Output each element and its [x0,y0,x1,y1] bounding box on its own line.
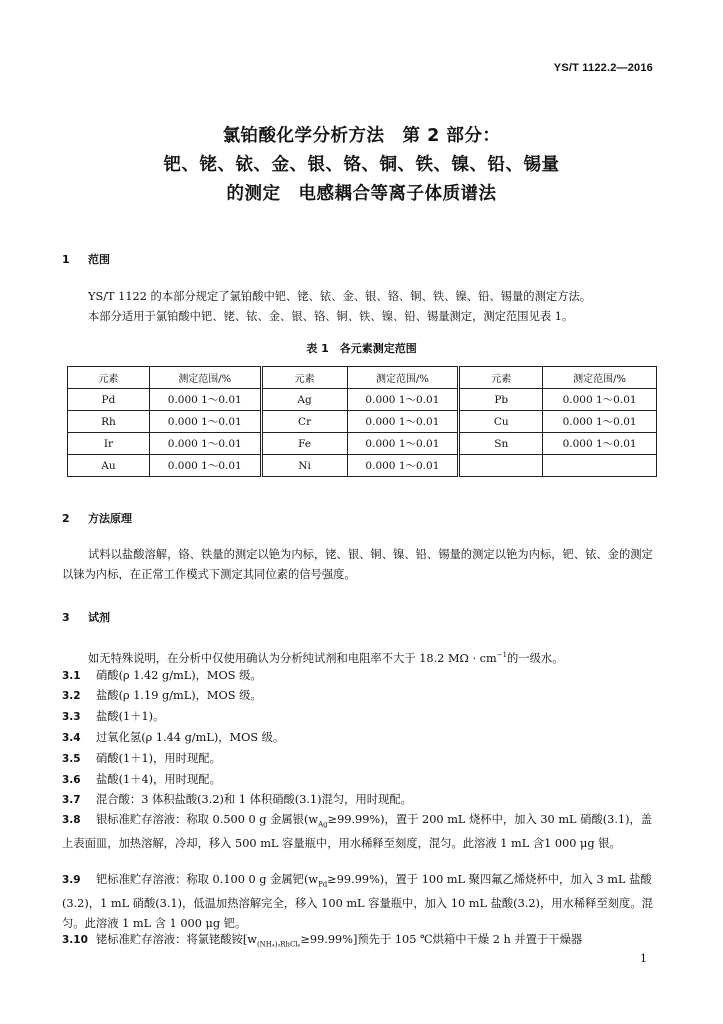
item-text-cont: ≥99.99%)，置于 200 mL 烧杯中，加入 30 mL 硝酸(3.1)，盖上表面皿，加热溶解，冷却，移入 500 mL 容量瓶中，用水稀释至刻度，混匀。此溶液 1 mL 含1 000 μg 银。 [62,813,653,851]
section-title: 试剂 [88,611,110,624]
reagent-item-3-10 [62,930,660,954]
table-cell: Cr [261,411,347,433]
table-cell: 0.000 1～0.01 [149,433,261,455]
table-row [68,389,657,411]
section-number: 2 [62,512,70,525]
table-cell: Ir [68,433,150,455]
table-cell: Ag [261,389,347,411]
subscript: (NH₄)₃RhCl₆ [256,940,301,949]
page-number: 1 [640,952,647,965]
scope-paragraph-2: 本部分适用于氯铂酸中钯、铑、铱、金、银、铬、铜、铁、镍、铅、锡量测定，测定范围见表 1。 [88,310,574,323]
item-number: 3.1 [62,670,81,682]
reagent-item [62,790,660,810]
table-cell: Ni [261,455,347,477]
item-text: 盐酸(1＋1)。 [96,710,165,723]
reagent-intro-tail: 的一级水。 [507,651,564,665]
title-line-2: 钯、铑、铱、金、银、铬、铜、铁、镍、铅、锡量 [163,155,560,175]
section-title: 方法原理 [88,512,132,525]
reagent-item-3-9 [62,870,660,934]
table-cell: Pd [68,389,150,411]
item-number: 3.8 [62,814,81,826]
table-cell: Sn [459,433,543,455]
range-table [67,366,657,477]
header-cell: 测定范围/% [543,367,657,389]
reagent-item [62,707,660,727]
table-cell: Fe [261,433,347,455]
section-2-heading [62,510,132,526]
reagent-item [62,728,660,748]
item-number: 3.5 [62,753,81,765]
header-cell: 测定范围/% [149,367,261,389]
item-number: 3.3 [62,711,81,723]
table-row [68,411,657,433]
table-cell: Cu [459,411,543,433]
section-3-heading [62,609,110,625]
header-cell: 测定范围/% [347,367,459,389]
unit-exponent: −1 [496,651,508,659]
reagent-item-3-8 [62,810,660,854]
item-text: 铑标准贮存溶液：将氯铑酸铵[w [96,933,257,946]
table-cell: 0.000 1～0.01 [543,411,657,433]
reagent-item [62,666,660,686]
item-text: 过氧化氢(ρ 1.44 g/mL)，MOS 级。 [96,731,285,744]
item-text: 硝酸(ρ 1.42 g/mL)，MOS 级。 [96,669,262,682]
table-cell: Pb [459,389,543,411]
item-number: 3.9 [62,874,81,886]
table-cell [459,455,543,477]
title-line-1: 氯铂酸化学分析方法 第 2 部分： [222,126,501,146]
section-title: 范围 [88,253,110,266]
item-number: 3.6 [62,774,81,786]
table-cell: 0.000 1～0.01 [149,411,261,433]
table-header-row [68,367,657,389]
item-number: 3.10 [62,934,88,946]
table-cell [543,455,657,477]
item-text: 盐酸(1＋4)，用时现配。 [96,773,221,786]
standard-number: YS/T 1122.2—2016 [553,62,653,74]
table-row [68,433,657,455]
table-cell: 0.000 1～0.01 [347,455,459,477]
item-text: 钯标准贮存溶液：称取 0.100 0 g 金属钯(w [96,873,319,886]
item-text-cont: ≥99.99%]预先于 105 ℃烘箱中干燥 2 h 并置于干燥器 [300,933,583,946]
table-cell: 0.000 1～0.01 [149,389,261,411]
item-text: 混合酸：3 体积盐酸(3.2)和 1 体积硝酸(3.1)混匀，用时现配。 [96,793,412,806]
item-text-cont: ≥99.99%)，置于 100 mL 聚四氟乙烯烧杯中，加入 3 mL 盐酸(3.2)，1 mL 硝酸(3.1)，低温加热溶解完全，移入 100 mL 容量瓶中，加入 10 mL 盐酸(3.2)，用水稀释至刻度。混匀。此溶液 1 mL 含 1 000 μg 钯。 [62,873,653,931]
item-text: 盐酸(ρ 1.19 g/mL)，MOS 级。 [96,689,262,702]
title-line-3: 的测定 电感耦合等离子体质谱法 [226,184,497,204]
table-row [68,455,657,477]
table-cell: 0.000 1～0.01 [543,433,657,455]
table-cell: 0.000 1～0.01 [149,455,261,477]
item-number: 3.2 [62,690,81,702]
table-cell: 0.000 1～0.01 [543,389,657,411]
table-cell: Rh [68,411,150,433]
item-text: 硝酸(1＋1)，用时现配。 [96,752,221,765]
header-cell: 元素 [459,367,543,389]
subscript: Ag [318,820,328,829]
table-cell: 0.000 1～0.01 [347,389,459,411]
principle-paragraph: 试料以盐酸溶解，铬、铁量的测定以铯为内标，铑、银、铜、镍、铅、锡量的测定以铯为内标，钯、铱、金的测定以铼为内标，在正常工作模式下测定其同位素的信号强度。 [62,548,653,581]
section-number: 3 [62,611,70,624]
section-number: 1 [62,253,70,266]
table-caption: 表 1 各元素测定范围 [306,342,417,355]
table-cell: 0.000 1～0.01 [347,433,459,455]
item-text: 银标准贮存溶液：称取 0.500 0 g 金属银(w [96,813,319,826]
header-cell: 元素 [261,367,347,389]
reagent-intro-text: 如无特殊说明，在分析中仅使用确认为分析纯试剂和电阻率不大于 18.2 MΩ · cm [88,651,497,665]
reagent-item [62,749,660,769]
item-number: 3.7 [62,794,81,806]
reagent-item [62,770,660,790]
reagent-item [62,686,660,706]
table-cell: 0.000 1～0.01 [347,411,459,433]
section-1-heading [62,251,110,267]
table-cell: Au [68,455,150,477]
item-number: 3.4 [62,732,81,744]
scope-paragraph-1: YS/T 1122 的本部分规定了氯铂酸中钯、铑、铱、金、银、铬、铜、铁、镍、铅、锡量的测定方法。 [88,290,592,303]
subscript: Pd [318,880,328,889]
header-cell: 元素 [68,367,150,389]
